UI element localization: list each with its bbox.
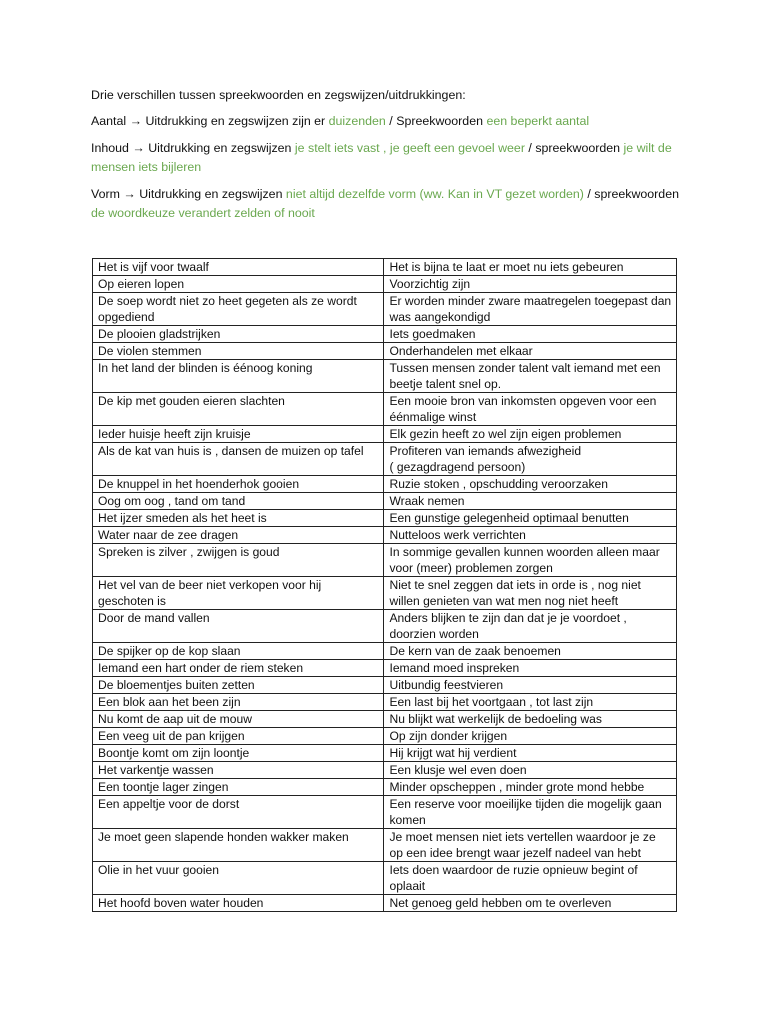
meaning-cell: Elk gezin heeft zo wel zijn eigen problemen xyxy=(384,426,677,443)
meaning-cell: In sommige gevallen kunnen woorden alleen maar voor (meer) problemen zorgen xyxy=(384,544,677,577)
table-row xyxy=(93,577,677,610)
meaning-cell: Nu blijkt wat werkelijk de bedoeling was xyxy=(384,711,677,728)
meaning-cell: Tussen mensen zonder talent valt iemand met een beetje talent snel op. xyxy=(384,360,677,393)
intro-section xyxy=(91,86,691,231)
table-row xyxy=(93,779,677,796)
saying-cell: Iemand een hart onder de riem steken xyxy=(93,660,384,677)
saying-cell: Een blok aan het been zijn xyxy=(93,694,384,711)
saying-cell: Een toontje lager zingen xyxy=(93,779,384,796)
saying-cell: Je moet geen slapende honden wakker maken xyxy=(93,829,384,862)
meaning-cell: Niet te snel zeggen dat iets in orde is , nog niet willen genieten van wat men nog niet heeft xyxy=(384,577,677,610)
saying-cell: De kip met gouden eieren slachten xyxy=(93,393,384,426)
meaning-cell: Voorzichtig zijn xyxy=(384,276,677,293)
saying-cell: Spreken is zilver , zwijgen is goud xyxy=(93,544,384,577)
meaning-cell: De kern van de zaak benoemen xyxy=(384,643,677,660)
inhoud-green-2: je wilt de mensen iets bijleren xyxy=(91,141,672,174)
meaning-cell: Een mooie bron van inkomsten opgeven voor een éénmalige winst xyxy=(384,393,677,426)
saying-cell: De bloementjes buiten zetten xyxy=(93,677,384,694)
meaning-cell: Er worden minder zware maatregelen toegepast dan was aangekondigd xyxy=(384,293,677,326)
saying-cell: Door de mand vallen xyxy=(93,610,384,643)
table-row xyxy=(93,762,677,779)
saying-cell: Het is vijf voor twaalf xyxy=(93,259,384,276)
table-row xyxy=(93,796,677,829)
table-row xyxy=(93,895,677,912)
table-row xyxy=(93,829,677,862)
saying-cell: Nu komt de aap uit de mouw xyxy=(93,711,384,728)
saying-cell: Als de kat van huis is , dansen de muizen op tafel xyxy=(93,443,384,476)
vorm-text-2: spreekwoorden xyxy=(594,187,679,201)
aantal-text-1: Uitdrukking en zegswijzen zijn er xyxy=(145,114,326,128)
saying-cell: De knuppel in het hoenderhok gooien xyxy=(93,476,384,493)
meaning-cell: Een reserve voor moeilijke tijden die mogelijk gaan komen xyxy=(384,796,677,829)
saying-cell: Het vel van de beer niet verkopen voor hij geschoten is xyxy=(93,577,384,610)
inhoud-green-1: je stelt iets vast , je geeft een gevoel weer xyxy=(294,141,525,155)
meaning-cell: Iets doen waardoor de ruzie opnieuw begint of oplaait xyxy=(384,862,677,895)
meaning-cell: Uitbundig feestvieren xyxy=(384,677,677,694)
saying-cell: Boontje komt om zijn loontje xyxy=(93,745,384,762)
table-row xyxy=(93,694,677,711)
sayings-table-body xyxy=(93,259,677,912)
inhoud-paragraph xyxy=(91,139,691,177)
table-row xyxy=(93,426,677,443)
table-row xyxy=(93,544,677,577)
table-row xyxy=(93,728,677,745)
table-row xyxy=(93,711,677,728)
saying-cell: Het varkentje wassen xyxy=(93,762,384,779)
inhoud-text-1: Uitdrukking en zegswijzen xyxy=(148,141,292,155)
table-row xyxy=(93,293,677,326)
saying-cell: In het land der blinden is éénoog koning xyxy=(93,360,384,393)
table-row xyxy=(93,360,677,393)
table-row xyxy=(93,493,677,510)
table-row xyxy=(93,343,677,360)
aantal-green-2: een beperkt aantal xyxy=(486,114,590,128)
vorm-green-1: niet altijd dezelfde vorm (ww. Kan in VT gezet worden) xyxy=(285,187,584,201)
vorm-green-2: de woordkeuze verandert zelden of nooit xyxy=(91,206,315,220)
meaning-cell: Iemand moed inspreken xyxy=(384,660,677,677)
saying-cell: Oog om oog , tand om tand xyxy=(93,493,384,510)
aantal-label: Aantal xyxy=(91,114,127,128)
intro-heading: Drie verschillen tussen spreekwoorden en zegswijzen/uitdrukkingen: xyxy=(91,88,466,102)
table-row xyxy=(93,276,677,293)
table-row xyxy=(93,677,677,694)
saying-cell: De spijker op de kop slaan xyxy=(93,643,384,660)
meaning-cell: Wraak nemen xyxy=(384,493,677,510)
saying-cell: De plooien gladstrijken xyxy=(93,326,384,343)
saying-cell: De soep wordt niet zo heet gegeten als ze wordt opgediend xyxy=(93,293,384,326)
meaning-cell: Het is bijna te laat er moet nu iets gebeuren xyxy=(384,259,677,276)
meaning-cell: Een gunstige gelegenheid optimaal benutten xyxy=(384,510,677,527)
aantal-separator: / xyxy=(389,114,393,128)
meaning-cell: Een klusje wel even doen xyxy=(384,762,677,779)
table-row xyxy=(93,443,677,476)
table-row xyxy=(93,745,677,762)
aantal-green-1: duizenden xyxy=(328,114,386,128)
inhoud-text-2: spreekwoorden xyxy=(535,141,621,155)
saying-cell: Het hoofd boven water houden xyxy=(93,895,384,912)
sayings-table xyxy=(92,258,677,912)
saying-cell: De violen stemmen xyxy=(93,343,384,360)
vorm-label: Vorm xyxy=(91,187,120,201)
saying-cell: Water naar de zee dragen xyxy=(93,527,384,544)
saying-cell: Het ijzer smeden als het heet is xyxy=(93,510,384,527)
table-row xyxy=(93,510,677,527)
aantal-paragraph xyxy=(91,112,691,131)
vorm-paragraph xyxy=(91,185,691,223)
table-row xyxy=(93,610,677,643)
meaning-cell: Op zijn donder krijgen xyxy=(384,728,677,745)
arrow-icon: → xyxy=(129,114,142,128)
table-row xyxy=(93,326,677,343)
table-row xyxy=(93,393,677,426)
arrow-icon: → xyxy=(132,141,145,155)
meaning-cell: Een last bij het voortgaan , tot last zijn xyxy=(384,694,677,711)
meaning-cell: Anders blijken te zijn dan dat je je voordoet , doorzien worden xyxy=(384,610,677,643)
meaning-cell: Je moet mensen niet iets vertellen waardoor je ze op een idee brengt waar jezelf nadeel van hebt xyxy=(384,829,677,862)
meaning-cell: Nutteloos werk verrichten xyxy=(384,527,677,544)
inhoud-label: Inhoud xyxy=(91,141,129,155)
meaning-cell: Net genoeg geld hebben om te overleven xyxy=(384,895,677,912)
inhoud-separator: / xyxy=(528,141,532,155)
meaning-cell: Hij krijgt wat hij verdient xyxy=(384,745,677,762)
meaning-cell: Onderhandelen met elkaar xyxy=(384,343,677,360)
meaning-cell: Ruzie stoken , opschudding veroorzaken xyxy=(384,476,677,493)
arrow-icon: → xyxy=(123,187,136,201)
aantal-text-2: Spreekwoorden xyxy=(396,114,483,128)
saying-cell: Op eieren lopen xyxy=(93,276,384,293)
meaning-cell: Iets goedmaken xyxy=(384,326,677,343)
vorm-text-1: Uitdrukking en zegswijzen xyxy=(139,187,283,201)
table-row xyxy=(93,643,677,660)
saying-cell: Ieder huisje heeft zijn kruisje xyxy=(93,426,384,443)
meaning-cell: Minder opscheppen , minder grote mond hebbe xyxy=(384,779,677,796)
meaning-cell: Profiteren van iemands afwezigheid ( gezagdragend persoon) xyxy=(384,443,677,476)
table-row xyxy=(93,527,677,544)
table-row xyxy=(93,476,677,493)
table-row xyxy=(93,660,677,677)
vorm-separator: / xyxy=(587,187,591,201)
saying-cell: Een appeltje voor de dorst xyxy=(93,796,384,829)
table-row xyxy=(93,259,677,276)
saying-cell: Een veeg uit de pan krijgen xyxy=(93,728,384,745)
saying-cell: Olie in het vuur gooien xyxy=(93,862,384,895)
table-row xyxy=(93,862,677,895)
